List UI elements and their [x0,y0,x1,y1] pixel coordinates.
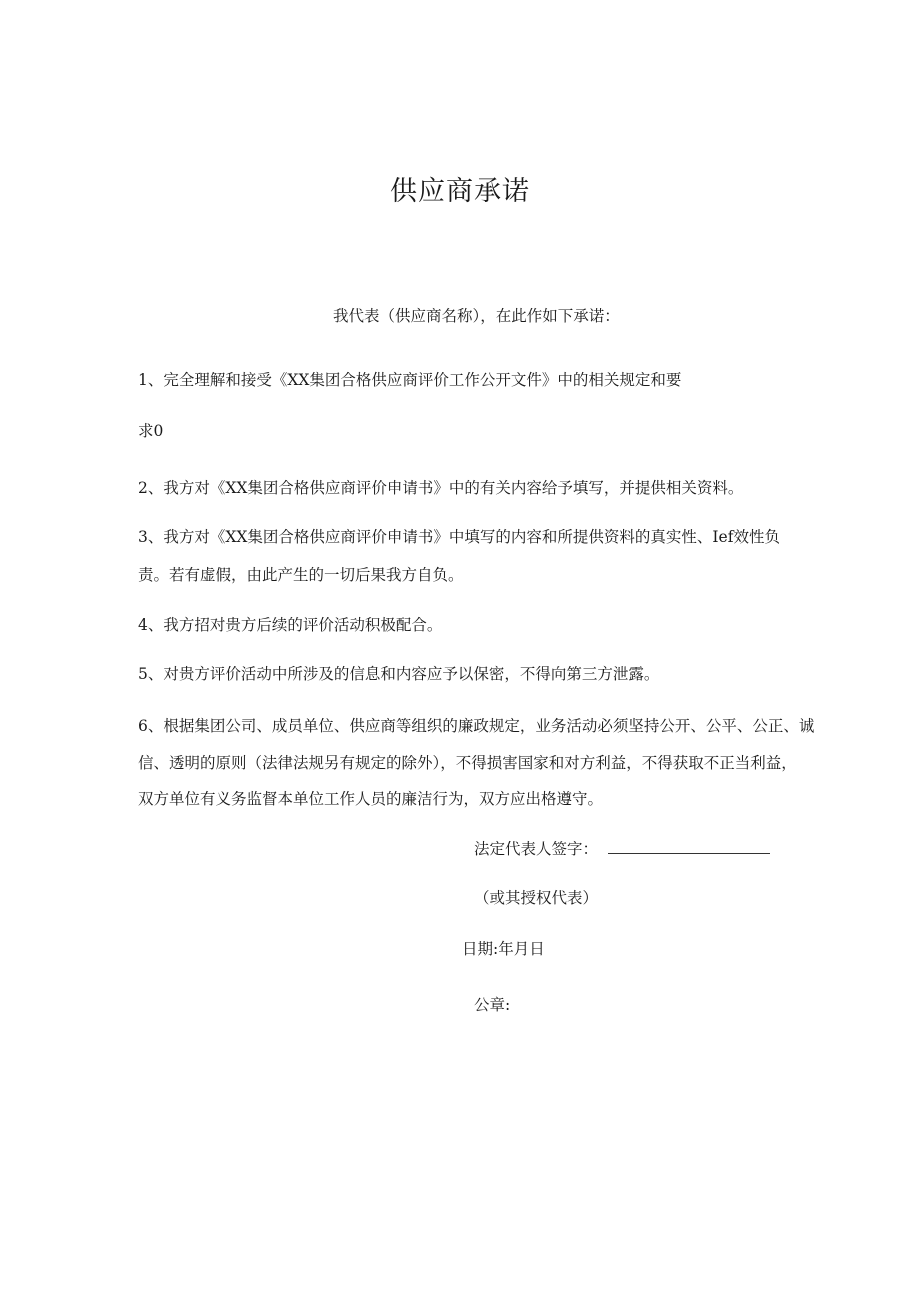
item-1-line-1: 1、完全理解和接受《XX集团合格供应商评价工作公开文件》中的相关规定和要 [138,371,682,389]
item-4: 4、我方招对贵方后续的评价活动积极配合。 [138,616,443,634]
item-6-line-2: 信、透明的原则（法律法规另有规定的除外），不得损害国家和对方利益，不得获取不正当利益， [138,754,797,772]
authorized-representative: （或其授权代表） [474,889,599,907]
signature-row [474,838,770,860]
document-title: 供应商承诺 [390,176,530,207]
item-3-line-2: 责。若有虚假，由此产生的一切后果我方自负。 [138,566,464,584]
item-6-line-3: 双方单位有义务监督本单位工作人员的廉洁行为，双方应出格遵守。 [138,790,604,808]
signature-label: 法定代表人签字： [474,840,599,858]
intro-statement: 我代表（供应商名称），在此作如下承诺： [333,307,620,325]
item-3-line-1: 3、我方对《XX集团合格供应商评价申请书》中填写的内容和所提供资料的真实性、Ief效性负 [138,528,780,546]
item-2: 2、我方对《XX集团合格供应商评价申请书》中的有关内容给予填写，并提供相关资料。 [138,479,744,497]
item-5: 5、对贵方评价活动中所涉及的信息和内容应予以保密，不得向第三方泄露。 [138,665,660,683]
date-field: 日期:年月日 [462,940,545,958]
item-1-line-2: 求0 [138,422,164,440]
item-6-line-1: 6、根据集团公司、成员单位、供应商等组织的廉政规定，业务活动必须坚持公开、公平、公正、诚 [138,717,815,735]
signature-line [608,839,770,854]
seal-field: 公章: [474,996,511,1014]
